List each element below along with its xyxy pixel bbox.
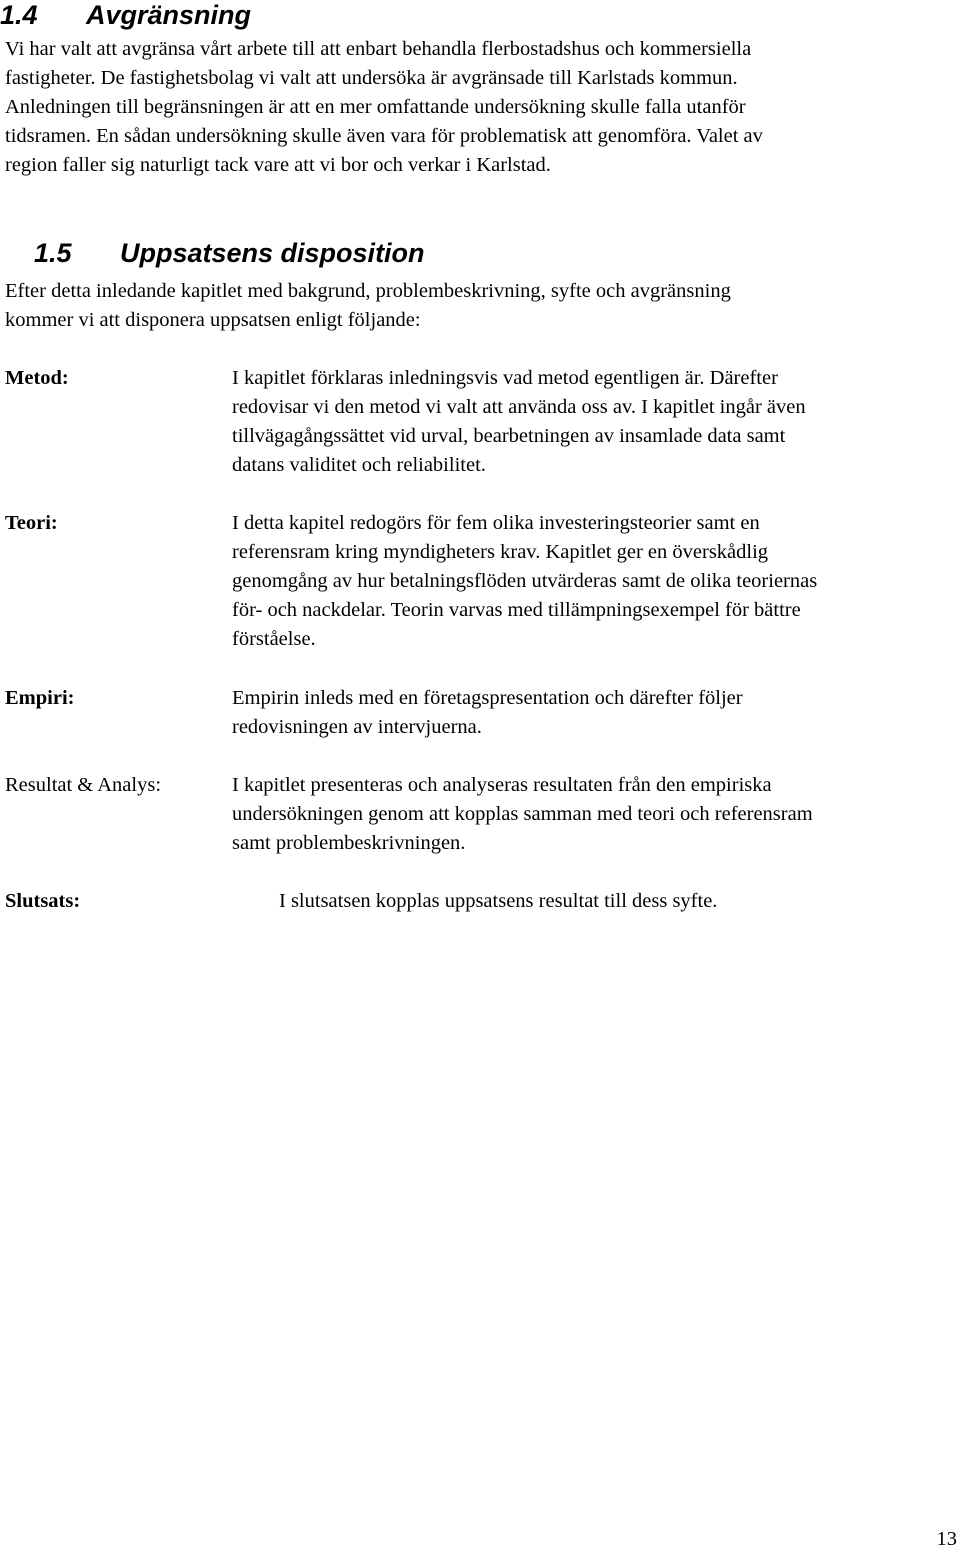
- disposition-label-resultat-analys: Resultat & Analys:: [5, 774, 162, 796]
- section-number: 1.4: [0, 0, 38, 30]
- disposition-label-slutsats: Slutsats:: [5, 890, 81, 912]
- section-heading-disposition: [34, 238, 425, 268]
- disposition-text-slutsats: I slutsatsen kopplas uppsatsens resultat till dess syfte.: [279, 890, 718, 912]
- disposition-label-teori: Teori:: [5, 512, 58, 534]
- disposition-text-resultat-analys: I kapitlet presenteras och analyseras resultaten från den empiriska undersökningen genom att kopplas samman med teori och referensram samt problembeskrivningen.: [232, 774, 813, 854]
- section-paragraph-disposition: Efter detta inledande kapitlet med bakgrund, problembeskrivning, syfte och avgränsning kommer vi att disponera uppsatsen enligt följande:: [5, 280, 731, 331]
- disposition-text-metod: I kapitlet förklaras inledningsvis vad metod egentligen är. Därefter redovisar vi den metod vi valt att använda oss av. I kapitlet ingår även tillvägagångssättet vid urval, bearbetningen av insamlade data samt datans validitet och reliabilitet.: [232, 367, 806, 476]
- disposition-label-empiri: Empiri:: [5, 687, 75, 709]
- page-number: 13: [936, 1528, 957, 1550]
- section-number: 1.5: [34, 238, 72, 268]
- disposition-text-empiri: Empirin inleds med en företagspresentation och därefter följer redovisningen av intervjuerna.: [232, 687, 743, 738]
- section-paragraph-avgransning: Vi har valt att avgränsa vårt arbete till att enbart behandla flerbostadshus och kommersiella fastigheter. De fastighetsbolag vi valt att undersöka är avgränsade till Karlstads kommun. Anledningen till begränsningen är att en mer omfattande undersökning skulle falla utanför tidsramen. En sådan undersökning skulle även vara för problematisk att genomföra. Valet av region faller sig naturligt tack vare att vi bor och verkar i Karlstad.: [5, 38, 763, 176]
- disposition-text-teori: I detta kapitel redogörs för fem olika investeringsteorier samt en referensram kring myndigheters krav. Kapitlet ger en överskådlig genomgång av hur betalningsflöden utvärderas samt de olika teoriernas för- och nackdelar. Teorin varvas med tillämpningsexempel för bättre förståelse.: [232, 512, 818, 650]
- disposition-label-metod: Metod:: [5, 367, 69, 389]
- section-heading-avgransning: [0, 0, 251, 30]
- section-title: Uppsatsens disposition: [120, 238, 425, 268]
- section-title: Avgränsning: [86, 0, 252, 30]
